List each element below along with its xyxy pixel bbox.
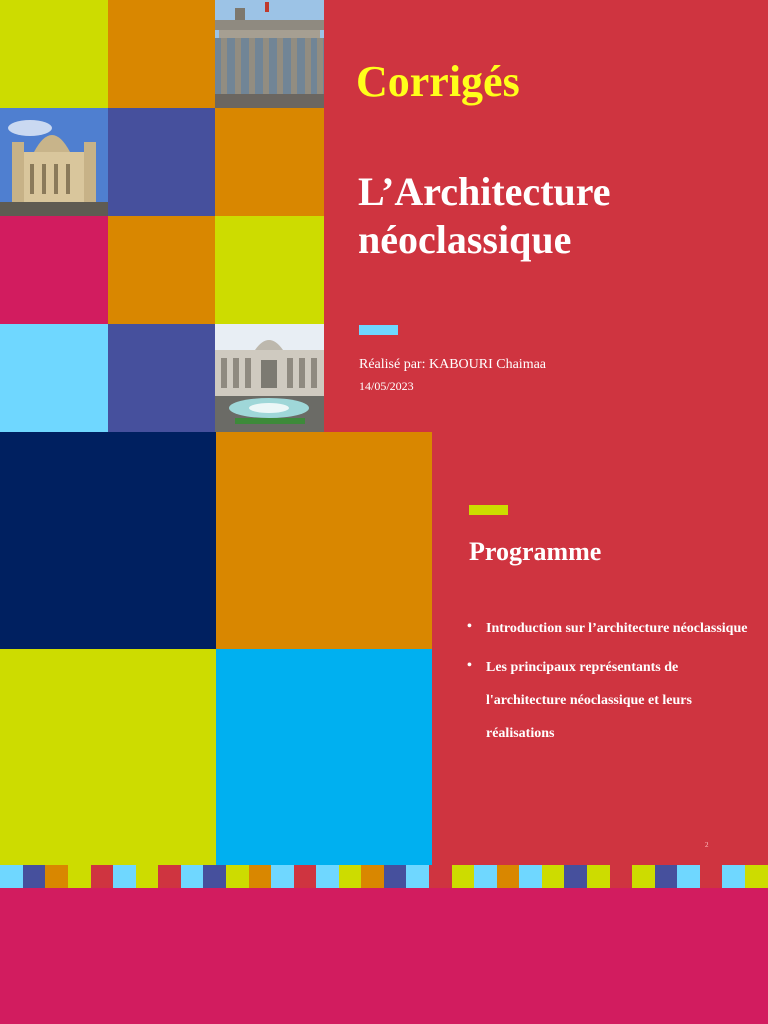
strip-segment xyxy=(45,865,68,888)
strip-segment xyxy=(519,865,542,888)
mosaic-tile-orange xyxy=(215,108,324,216)
strip-segment xyxy=(429,865,452,888)
strip-segment xyxy=(294,865,316,888)
strip-segment xyxy=(339,865,361,888)
heading-corriges: Corrigés xyxy=(356,57,520,106)
list-item xyxy=(464,612,754,645)
mosaic-tile-magenta xyxy=(0,216,108,324)
bullet-icon: • xyxy=(467,619,472,634)
mosaic-tile-orange xyxy=(216,432,432,649)
strip-segment xyxy=(587,865,610,888)
strip-segment xyxy=(632,865,655,888)
strip-segment xyxy=(68,865,91,888)
strip-segment xyxy=(497,865,519,888)
title-line-2: néoclassique xyxy=(358,217,572,262)
strip-segment xyxy=(542,865,564,888)
strip-segment xyxy=(722,865,745,888)
museum-photo xyxy=(215,0,324,108)
mosaic-tile-lime xyxy=(0,0,108,108)
mosaic-tile-sky xyxy=(0,324,108,432)
programme-title: Programme xyxy=(469,537,602,566)
strip-segment xyxy=(226,865,249,888)
list-item xyxy=(464,651,754,750)
list-item-text: Introduction sur l’architecture néoclassique xyxy=(486,621,748,636)
mosaic-tile-orange xyxy=(108,216,215,324)
mosaic-tile-lime xyxy=(215,216,324,324)
strip-segment xyxy=(745,865,768,888)
strip-segment xyxy=(474,865,497,888)
mosaic-tile-lime xyxy=(0,649,216,865)
list-item-text: Les principaux représentants de l'architecture néoclassique et leurs réalisations xyxy=(486,660,692,741)
strip-segment xyxy=(655,865,677,888)
strip-segment xyxy=(91,865,113,888)
mosaic-tile-indigo xyxy=(108,108,215,216)
bullet-icon: • xyxy=(467,658,472,673)
mosaic-tile-navy xyxy=(0,432,216,649)
strip-segment xyxy=(677,865,700,888)
decorative-color-strip xyxy=(0,865,768,888)
date-line: 14/05/2023 xyxy=(359,379,414,393)
strip-segment xyxy=(23,865,45,888)
strip-segment xyxy=(564,865,587,888)
strip-segment xyxy=(0,865,23,888)
strip-segment xyxy=(384,865,406,888)
mosaic-tile-indigo xyxy=(108,324,215,432)
author-line: Réalisé par: KABOURI Chaimaa xyxy=(359,357,547,372)
rotunda-photo xyxy=(0,108,108,216)
strip-segment xyxy=(136,865,158,888)
mosaic-tile-cyan xyxy=(216,649,432,865)
strip-segment xyxy=(700,865,722,888)
strip-segment xyxy=(452,865,474,888)
strip-segment xyxy=(113,865,136,888)
mosaic-tile-orange xyxy=(108,0,215,108)
slide-title xyxy=(358,168,758,264)
accent-bar-sky xyxy=(359,325,398,335)
strip-segment xyxy=(203,865,226,888)
strip-segment xyxy=(271,865,294,888)
title-slide xyxy=(0,0,768,432)
strip-segment xyxy=(406,865,429,888)
strip-segment xyxy=(158,865,181,888)
accent-bar-lime xyxy=(469,505,508,515)
programme-list xyxy=(464,612,754,756)
strip-segment xyxy=(249,865,271,888)
palace-photo xyxy=(215,324,324,432)
strip-segment xyxy=(361,865,384,888)
page-number: 2 xyxy=(705,841,709,849)
title-line-1: L’Architecture xyxy=(358,169,611,214)
strip-segment xyxy=(181,865,203,888)
strip-segment xyxy=(610,865,632,888)
strip-segment xyxy=(316,865,339,888)
